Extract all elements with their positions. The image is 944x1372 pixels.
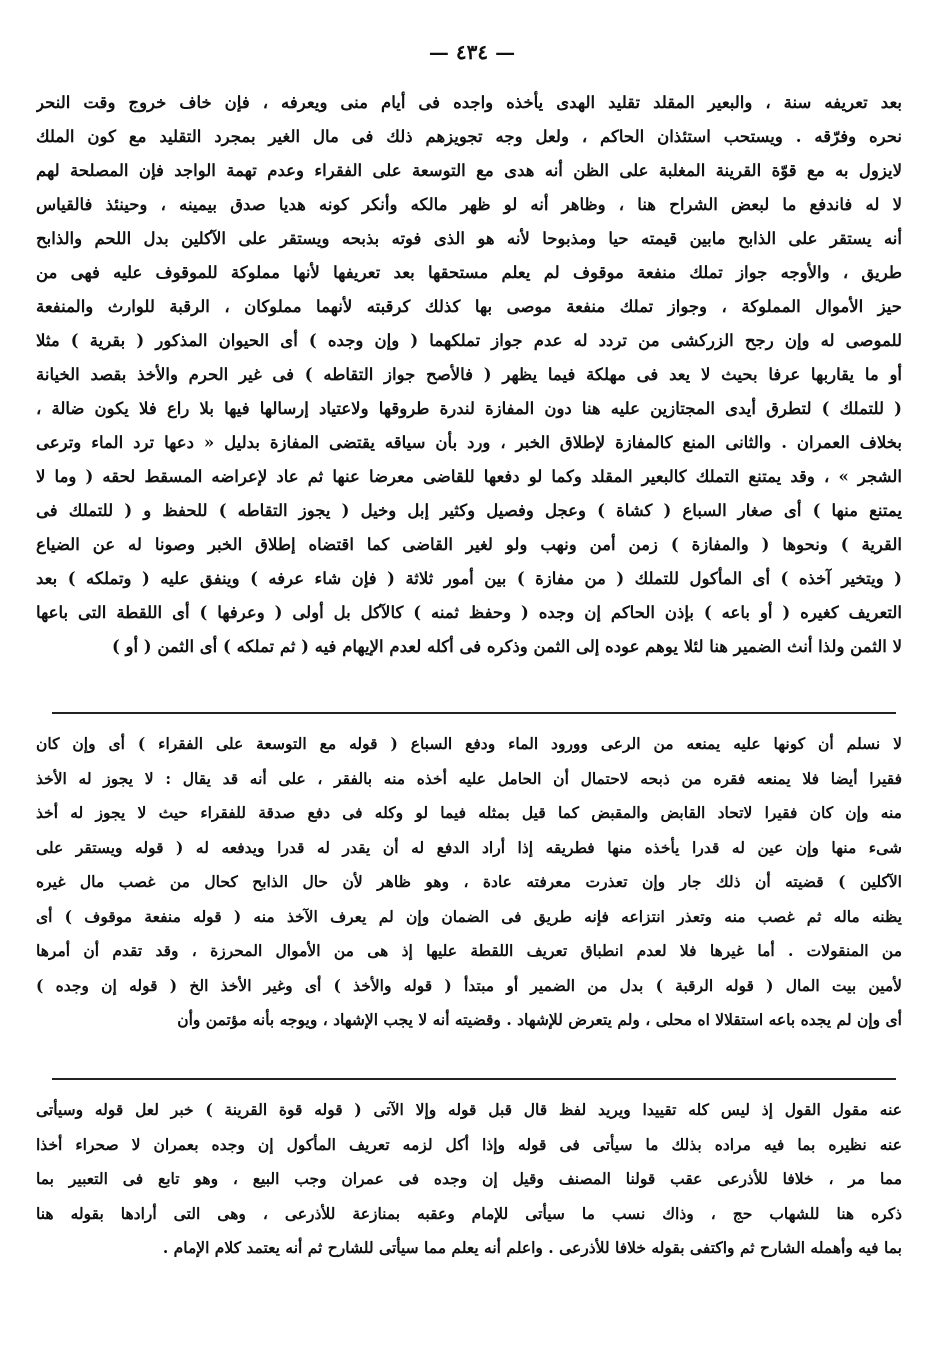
footnote-line: الآكلين ) قضيته أن ذلك جار وإن تعذرت معرفته عادة ، وهو ظاهر لأن حال الذابح كحال من غصب مال غيره <box>36 872 902 891</box>
footnote-line: بما فيه وأهمله الشارح ثم واكتفى بقوله خلافا للأذرعى . واعلم أنه يعلم مما سيأتى للشارح ثم أنه يعتمد كلام الإمام . <box>162 1238 902 1257</box>
text-line: حيز الأموال المملوكة ، وجواز تملك منفعة موصى بها كذلك كرقبته لأنهما مملوكان ، الرقبة للوارث والمنفعة <box>36 297 902 316</box>
footnote-divider <box>52 712 896 714</box>
text-line: التعريف كغيره ( أو باعه ) بإذن الحاكم إن وجده ( وحفظ ثمنه ) كالآكل بل أولى ( وعرفها ) أى اللقطة التى باعها <box>36 603 902 622</box>
text-line: أو ما يقاربها عرفا بحيث لا يعد فى مهلكة فيما يظهر ( فالأصح جواز التقاطه ) فى غير الحرم والأخذ بقصد الخيانة <box>36 365 902 384</box>
footnote-line: مما مر ، خلافا للأذرعى عقب قولنا المصنف وقيل إن وجده فى عمران وجب البيع ، وهو تابع فى التعبير بما <box>36 1169 902 1188</box>
footnote-line: شىء منها وإن عين له قدرا يأخذه منها فطريقه إذا أراد الدفع له أن يقدر له قدرا ويدفعه له ( قوله ويستقر على <box>36 837 902 857</box>
text-line: لا له فاندفع ما لبعض الشراح هنا ، وظاهر أنه لو ظهر مالكه وأنكر كونه هديا صدق بيمينه ، وحينئذ فالقياس <box>36 195 902 214</box>
text-line: أنه يستقر على الذابح مابين قيمته حيا ومذبوحا لأنه هو الذى فوته بذبحه ويستقر على الآكلين بدل اللحم والذابح <box>36 229 902 248</box>
text-line: لا الثمن ولذا أنث الضمير هنا لئلا يوهم عوده إلى الثمن وذكره فى أكله لعدم الإيهام فيه ( ثم تملكه ) أى الثمن ( أو ) <box>111 637 902 656</box>
footnote-line: عنه مقول القول إذ ليس كله تقييدا ويريد لفظ قال قبل قوله وإلا الآتى ( قوله قوة القرينة ) خبر لعل قوله وسيأتى <box>36 1100 902 1119</box>
text-line: للموصى له وإن رجح الزركشى من تردد له عدم جواز تملكهما ( وإن وجده ) أى الحيوان المذكور ( بقرية ) مثلا <box>36 331 902 350</box>
text-line: بعد تعريفه سنة ، والبعير المقلد تقليد الهدى يأخذه واجده فى أيام منى ويعرفه ، فإن خاف خروج وقت النحر <box>36 93 902 112</box>
footnote-line: فقيرا أيضا فلا يمنعه فقره من ذبحه لاحتمال أن الحامل عليه أخذه منه بالفقر ، على أنه قد يقال : لا يجوز له الأخذ <box>36 768 902 788</box>
text-line: طريق ، والأوجه جواز تملك منفعة موقوف لم يعلم مستحقها بعد تعريفها لأنها مملوكة للموقوف عليه فهى من <box>36 263 902 282</box>
text-line: الشجر » ، وقد يمتنع التملك كالبعير المقلد وكما لو دفعها للقاضى معرضا عنها ثم عاد لإعراضه المسقط لحقه ( وما لا <box>36 467 902 486</box>
text-line: نحره وفرّقه . ويستحب استئذان الحاكم ، ولعل وجه تجويزهم ذلك فى مال الغير بمجرد التقليد مع كون الملك <box>36 127 902 146</box>
footnote-line: يظنه ماله ثم غصب منه وتعذر انتزاعه فإنه طريق فى الضمان وإن لم يعرف الآخذ منه ( قوله منفعة موقوف ) أى <box>36 906 902 926</box>
footnote-line: لأمين بيت المال ( قوله الرقبة ) بدل من الضمير أو مبتدأ ( قوله والأخذ ) أى وغير الأخذ الخ ( قوله إن وجده ) <box>36 975 902 995</box>
footnote-line: من المنقولات . أما غيرها فلا لعدم انطباق تعريف اللقطة عليها إذ هى من الأموال المحرزة ، وقد تقدم أن أمرها <box>36 941 902 960</box>
page-number: — ٤٣٤ — <box>428 40 516 64</box>
text-line: القرية ) ونحوها ( والمفازة ) زمن أمن ونهب ولو لغير القاضى كما اقتضاه إطلاق الخبر وصونا له عن الضياع <box>36 535 902 554</box>
text-line: يمتنع منها ) أى صغار السباع ( كشاة ) وعجل وفصيل وكثير إبل وخيل ( يجوز التقاطه ) للحفظ و ( للتملك فى <box>36 501 902 520</box>
footnote-line: ذكره هنا للشهاب حج ، وذاك نسب ما سيأتى للإمام وعقبه بمنازعة للأذرعى ، وهى التى أرادها بقوله هنا <box>36 1203 902 1223</box>
footnotes-first <box>36 727 902 1038</box>
footnote-line: لا نسلم أن كونها عليه يمنعه من الرعى وورود الماء ودفع السباع ( قوله مع التوسعة على الفقراء ) أى وإن كان <box>36 734 902 753</box>
text-line: ( للتملك ) لتطرق أيدى المجتازين عليه هنا دون المفازة لندرة طروقها ولاعتياد إرسالها فيها بلا راع فلا يكون ضالة ، <box>36 399 902 418</box>
footnotes-second <box>36 1093 902 1266</box>
text-line: لايزول به مع قوّة القرينة المغلبة على الظن أنه هدى مع التوسعة على الفقراء وعدم تهمة الواجد فإن المصلحة لهم <box>36 161 902 180</box>
footnote-line: عنه نظيره بما فيه مراده بذلك ما سيأتى فى قوله وإذا أكل لزمه تعريف المأكول إن وجده بعمران لا صحراء أخذا <box>36 1134 902 1154</box>
text-line: بخلاف العمران . والثانى المنع كالمفازة لإطلاق الخبر ، ورد بأن سياقه يقتضى المفازة بدليل « دعها ترد الماء وترعى <box>36 433 902 452</box>
text-line: ( ويتخير آخذه ) أى المأكول للتملك ( من مفازة ) بين أمور ثلاثة ( فإن شاء عرفه ) وينفق عليه ( وتملكه ) بعد <box>36 569 902 588</box>
main-text <box>36 86 902 664</box>
footnote-divider <box>52 1078 896 1080</box>
footnote-line: منه وإن كان فقيرا لاتحاد القابض والمقبض كما قيل بمثله فيما لو وكله فى دفع صدقة للفقراء حيث لا يجوز له أخذ <box>36 803 902 822</box>
footnote-line: أى وإن لم يجده باعه استقلالا اه محلى ، ولم يتعرض للإشهاد . وقضيته أنه لا يجب الإشهاد ، ويوجه بأنه مؤتمن وأن <box>177 1010 902 1029</box>
